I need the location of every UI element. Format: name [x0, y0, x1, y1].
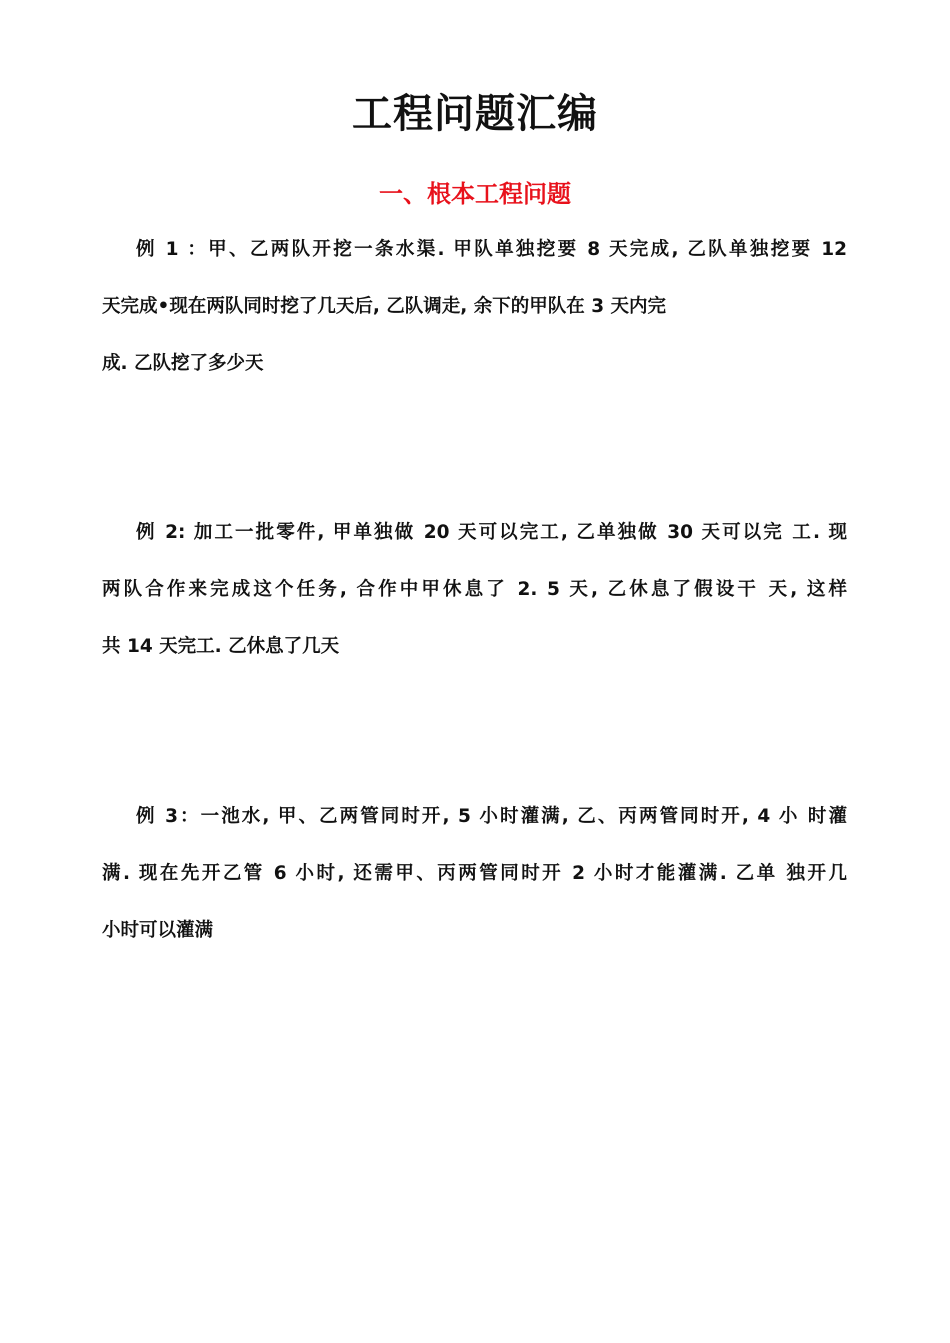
problem-line: 成. 乙队挖了多少天	[102, 353, 264, 374]
problem-line: 例 2: 加工一批零件, 甲单独做 20 天可以完工, 乙单独做 30 天可以完 工. 现	[136, 522, 847, 543]
problem-line: 共 14 天完工. 乙休息了几天	[102, 636, 340, 657]
section-heading: 一、根本工程问题	[379, 180, 571, 208]
problem-line: 满. 现在先开乙管 6 小时, 还需甲、丙两管同时开 2 小时才能灌满. 乙单 独开几	[102, 863, 847, 884]
problem-example-1	[102, 221, 847, 392]
problem-example-2	[102, 504, 847, 675]
problem-line: 两队合作来完成这个任务, 合作中甲休息了 2. 5 天, 乙休息了假设干 天, 这样	[102, 579, 847, 600]
problem-line: 小时可以灌满	[102, 920, 214, 941]
problem-line: 例 3：一池水, 甲、乙两管同时开, 5 小时灌满, 乙、丙两管同时开, 4 小 时灌	[136, 806, 847, 827]
problem-line: 天完成•现在两队同时挖了几天后, 乙队调走, 余下的甲队在 3 天内完	[102, 296, 667, 317]
problem-example-3	[102, 788, 847, 959]
problem-line: 例 1 ：甲、乙两队开挖一条水渠. 甲队单独挖要 8 天完成, 乙队单独挖要 12	[136, 239, 847, 260]
document-title: 工程问题汇编	[352, 91, 598, 137]
